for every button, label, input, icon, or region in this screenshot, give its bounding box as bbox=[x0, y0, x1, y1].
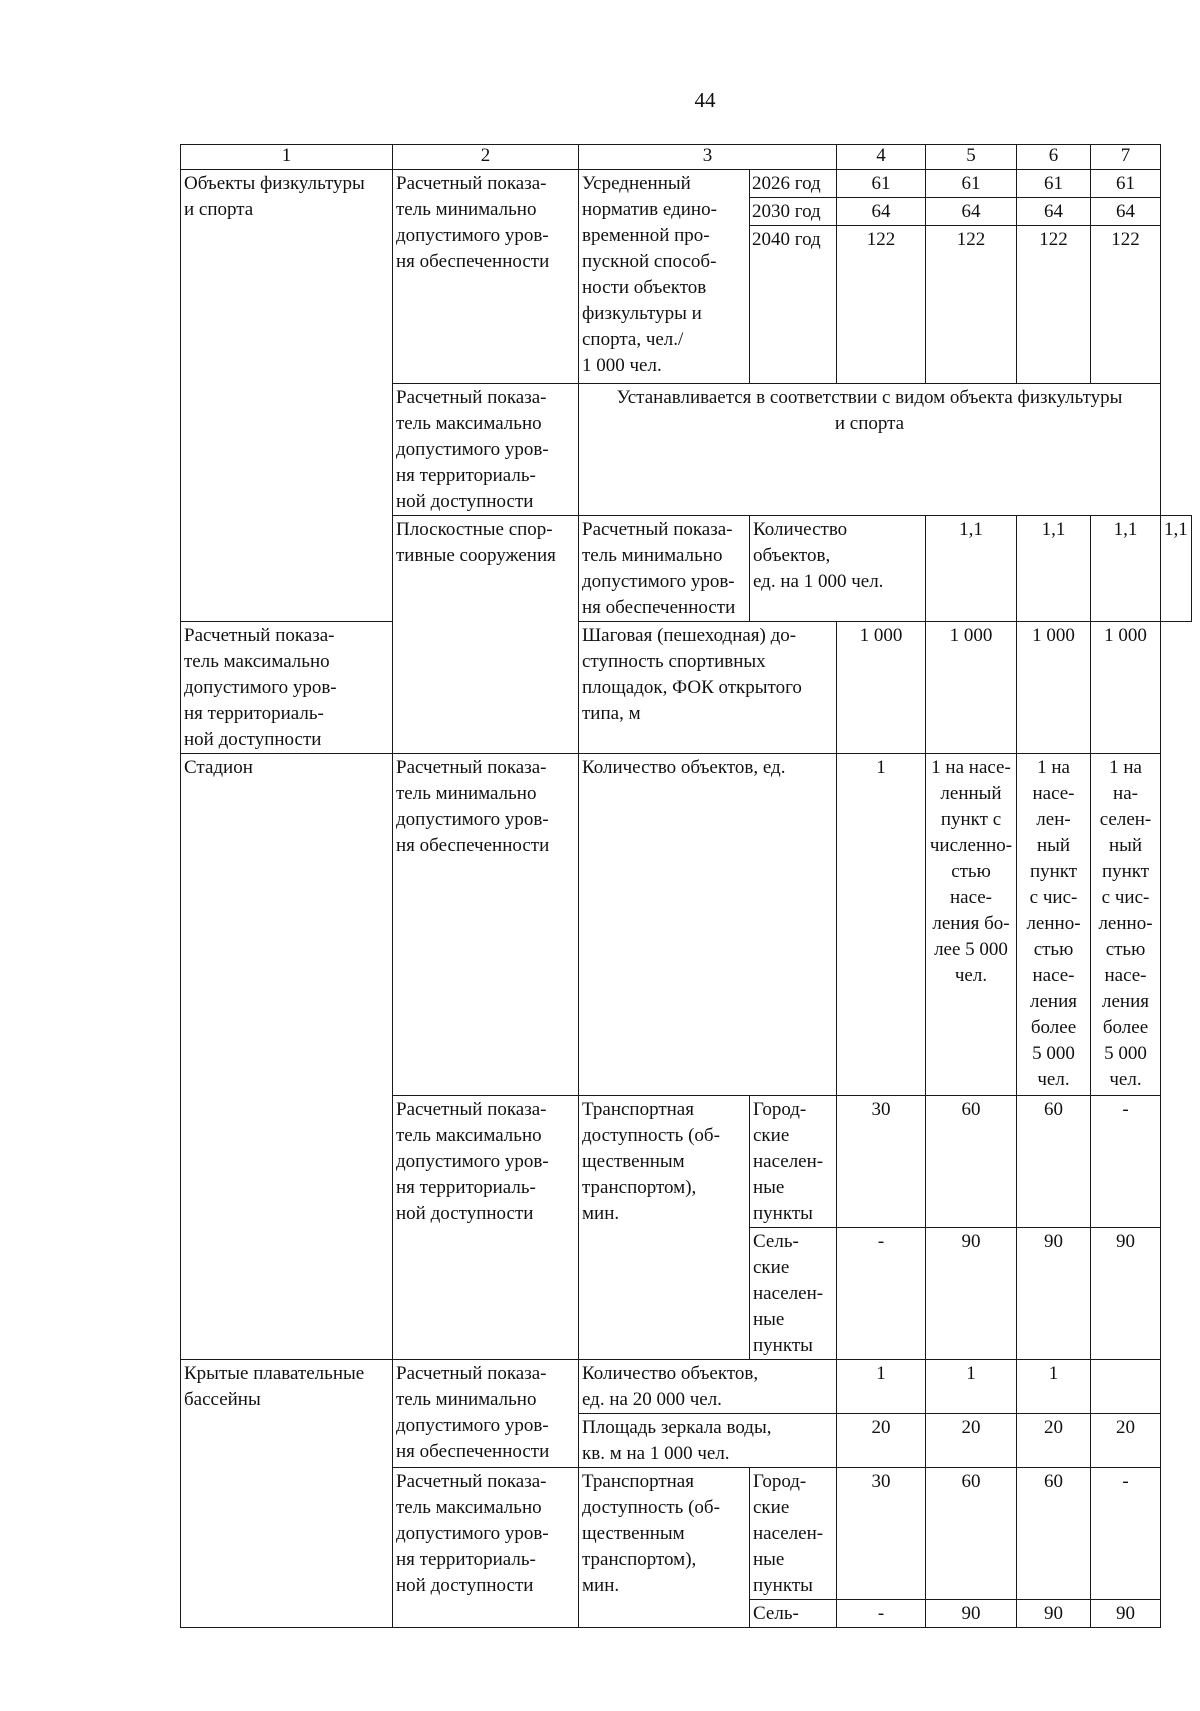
value-cell: 122 bbox=[837, 226, 926, 384]
value-cell: 64 bbox=[1017, 198, 1091, 226]
indicator-cell: Расчетный показа- тель максимально допустимого уров- ня территориаль- ной доступности bbox=[393, 1096, 579, 1360]
value-cell: 61 bbox=[1017, 170, 1091, 198]
value-cell: - bbox=[1091, 1096, 1161, 1228]
settlement-type-cell: Сель- bbox=[750, 1600, 837, 1628]
table-row bbox=[181, 754, 1192, 1096]
value-cell: 1 000 bbox=[837, 622, 926, 754]
value-cell: 60 bbox=[1017, 1468, 1091, 1600]
value-cell: 61 bbox=[926, 170, 1017, 198]
value-cell: 1 bbox=[1017, 1360, 1091, 1414]
description-cell: Шаговая (пешеходная) до- ступность спортивных площадок, ФОК открытого типа, м bbox=[579, 622, 837, 754]
header-cell: 4 bbox=[837, 145, 926, 170]
value-cell: 60 bbox=[926, 1468, 1017, 1600]
indicator-cell: Расчетный показа- тель минимально допустимого уров- ня обеспеченности bbox=[393, 170, 579, 384]
indicator-cell: Расчетный показа- тель минимально допустимого уров- ня обеспеченности bbox=[579, 516, 750, 622]
value-cell: 1 000 bbox=[926, 622, 1017, 754]
header-cell: 6 bbox=[1017, 145, 1091, 170]
settlement-type-cell: Сель- ские населен- ные пункты bbox=[750, 1228, 837, 1360]
object-name-cell: Крытые плавательные бассейны bbox=[181, 1360, 393, 1628]
value-cell: 90 bbox=[926, 1600, 1017, 1628]
value-cell: 20 bbox=[1091, 1414, 1161, 1468]
settlement-type-cell: Город- ские населен- ные пункты bbox=[750, 1096, 837, 1228]
object-name-cell: Плоскостные спор- тивные сооружения bbox=[393, 516, 579, 754]
value-cell: - bbox=[1091, 1468, 1161, 1600]
header-cell: 7 bbox=[1091, 145, 1161, 170]
description-cell: Транспортная доступность (об- щественным транспортом), мин. bbox=[579, 1468, 750, 1628]
settlement-type-cell: Город- ские населен- ные пункты bbox=[750, 1468, 837, 1600]
norms-table bbox=[180, 144, 1192, 1628]
description-cell: Количество объектов, ед. на 1 000 чел. bbox=[750, 516, 926, 622]
value-cell: 1 bbox=[837, 1360, 926, 1414]
description-cell: Площадь зеркала воды, кв. м на 1 000 чел. bbox=[579, 1414, 837, 1468]
value-cell: 1,1 bbox=[1017, 516, 1091, 622]
header-cell: 2 bbox=[393, 145, 579, 170]
year-cell: 2030 год bbox=[750, 198, 837, 226]
value-cell: 90 bbox=[1091, 1228, 1161, 1360]
object-name-cell: Объекты физкультуры и спорта bbox=[181, 170, 393, 622]
value-cell: 90 bbox=[926, 1228, 1017, 1360]
year-cell: 2040 год bbox=[750, 226, 837, 384]
description-cell: Количество объектов, ед. bbox=[579, 754, 837, 1096]
table-row bbox=[181, 1360, 1192, 1414]
value-cell: 61 bbox=[837, 170, 926, 198]
value-cell: 20 bbox=[1017, 1414, 1091, 1468]
value-cell: 1 на на- селен- ный пункт с чис- ленно- стью насе- ления более 5 000 чел. bbox=[1091, 754, 1161, 1096]
indicator-cell: Расчетный показа- тель минимально допустимого уров- ня обеспеченности bbox=[393, 754, 579, 1096]
value-cell: 30 bbox=[837, 1468, 926, 1600]
indicator-cell: Расчетный показа- тель максимально допустимого уров- ня территориаль- ной доступности bbox=[393, 384, 579, 516]
value-cell: 1 000 bbox=[1017, 622, 1091, 754]
value-cell: 1,1 bbox=[1091, 516, 1161, 622]
indicator-cell: Расчетный показа- тель максимально допустимого уров- ня территориаль- ной доступности bbox=[181, 622, 393, 754]
value-cell: 20 bbox=[837, 1414, 926, 1468]
value-cell: 64 bbox=[837, 198, 926, 226]
value-cell: 1 на насе- лен- ный пункт с чис- ленно- стью насе- ления более 5 000 чел. bbox=[1017, 754, 1091, 1096]
description-cell: Количество объектов, ед. на 20 000 чел. bbox=[579, 1360, 837, 1414]
table-row bbox=[181, 170, 1192, 198]
value-cell: 1 000 bbox=[1091, 622, 1161, 754]
table-row bbox=[181, 622, 1192, 754]
value-cell: 90 bbox=[1017, 1600, 1091, 1628]
header-row bbox=[181, 145, 1192, 170]
value-cell: 1,1 bbox=[926, 516, 1017, 622]
header-cell: 1 bbox=[181, 145, 393, 170]
value-cell: 60 bbox=[1017, 1096, 1091, 1228]
value-cell: 90 bbox=[1091, 1600, 1161, 1628]
value-cell: 122 bbox=[1017, 226, 1091, 384]
value-cell: 20 bbox=[926, 1414, 1017, 1468]
page-number: 44 bbox=[694, 88, 716, 112]
value-cell: 122 bbox=[1091, 226, 1161, 384]
value-cell: - bbox=[837, 1228, 926, 1360]
value-cell: 1,1 bbox=[1161, 516, 1192, 622]
value-cell: 90 bbox=[1017, 1228, 1091, 1360]
value-cell: - bbox=[837, 1600, 926, 1628]
year-cell: 2026 год bbox=[750, 170, 837, 198]
header-cell: 3 bbox=[579, 145, 837, 170]
value-cell bbox=[1091, 1360, 1161, 1414]
merged-note-cell: Устанавливается в соответствии с видом объекта физкультуры и спорта bbox=[579, 384, 1161, 516]
indicator-cell: Расчетный показа- тель минимально допустимого уров- ня обеспеченности bbox=[393, 1360, 579, 1468]
value-cell: 64 bbox=[1091, 198, 1161, 226]
value-cell: 30 bbox=[837, 1096, 926, 1228]
value-cell: 61 bbox=[1091, 170, 1161, 198]
value-cell: 64 bbox=[926, 198, 1017, 226]
object-name-cell: Стадион bbox=[181, 754, 393, 1360]
description-cell: Транспортная доступность (об- щественным транспортом), мин. bbox=[579, 1096, 750, 1360]
description-cell: Усредненный норматив едино- временной про- пускной способ- ности объектов физкультуры и спорта, чел./ 1 000 чел. bbox=[579, 170, 750, 384]
value-cell: 122 bbox=[926, 226, 1017, 384]
value-cell: 60 bbox=[926, 1096, 1017, 1228]
value-cell: 1 bbox=[837, 754, 926, 1096]
value-cell: 1 на насе- ленный пункт с численно- стью насе- ления бо- лее 5 000 чел. bbox=[926, 754, 1017, 1096]
indicator-cell: Расчетный показа- тель максимально допустимого уров- ня территориаль- ной доступности bbox=[393, 1468, 579, 1628]
value-cell: 1 bbox=[926, 1360, 1017, 1414]
header-cell: 5 bbox=[926, 145, 1017, 170]
